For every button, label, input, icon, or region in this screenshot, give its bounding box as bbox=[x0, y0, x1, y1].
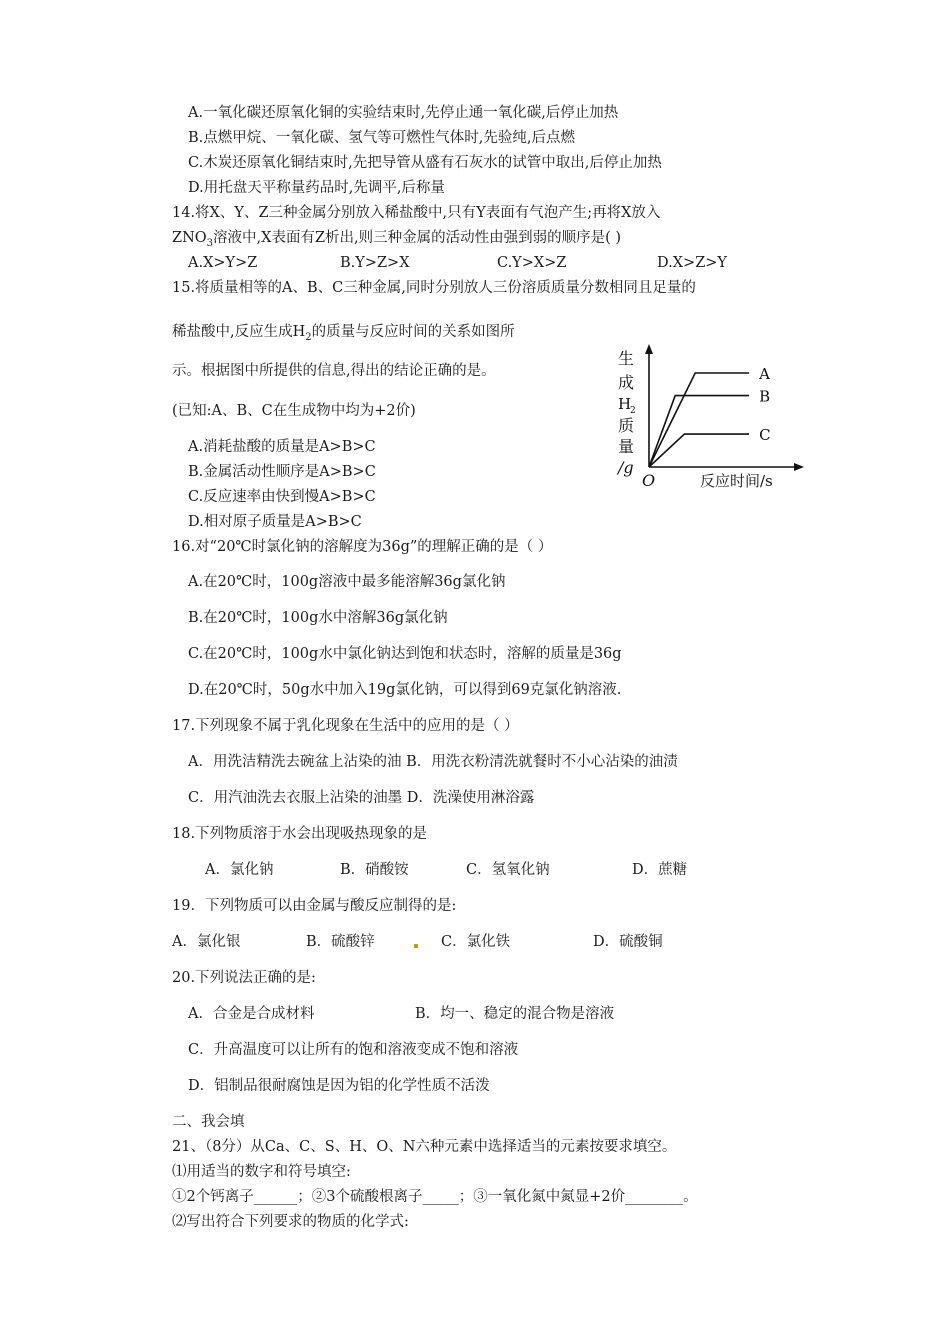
q16-option-d: D.在20℃时，50g水中加入19g氯化钠，可以得到69克氯化钠溶液. bbox=[188, 682, 622, 698]
q14-option-b: B.Y>Z>X bbox=[340, 255, 410, 271]
q14-option-d: D.X>Z>Y bbox=[657, 255, 727, 271]
q18-option-b: B．硝酸铵 bbox=[340, 862, 409, 878]
origin-label: O bbox=[642, 471, 656, 490]
q21-blanks: ①2个钙离子______；②3个硫酸根离子_____；③一氧化氮中氮显+2价________。 bbox=[172, 1189, 698, 1205]
q18-option-a: A．氯化钠 bbox=[205, 862, 274, 878]
q16-option-a: A.在20℃时，100g溶液中最多能溶解36g氯化钠 bbox=[188, 574, 506, 590]
q19-stem: 19．下列物质可以由金属与酸反应制得的是: bbox=[172, 898, 457, 914]
q19-option-c: C．氯化铁 bbox=[441, 934, 511, 950]
q19-option-a: A．氯化银 bbox=[172, 934, 241, 950]
section-2-title: 二、我会填 bbox=[172, 1114, 245, 1130]
q17-stem: 17.下列现象不属于乳化现象在生活中的应用的是（ ） bbox=[172, 718, 519, 734]
q17-options-ab: A．用洗洁精洗去碗盆上沾染的油 B．用洗衣粉清洗就餐时不小心沾染的油渍 bbox=[188, 754, 678, 770]
q20-option-b: B．均一、稳定的混合物是溶液 bbox=[415, 1006, 615, 1022]
y-label-char-3-sub: 2 bbox=[630, 406, 636, 416]
curve-b bbox=[649, 396, 749, 467]
curve-label-b: B bbox=[759, 387, 771, 406]
y-axis-arrow bbox=[645, 344, 653, 354]
curve-label-c: C bbox=[759, 426, 771, 445]
q15-option-a: A.消耗盐酸的质量是A>B>C bbox=[188, 439, 376, 455]
curve-label-group bbox=[758, 365, 770, 444]
q16-option-c: C.在20℃时，100g水中氯化钠达到饱和状态时，溶解的质量是36g bbox=[188, 646, 622, 662]
q13-option-a: A.一氧化碳还原氧化铜的实验结束时,先停止通一氧化碳,后停止加热 bbox=[188, 105, 619, 121]
x-axis-arrow bbox=[794, 463, 804, 471]
q15-option-c: C.反应速率由快到慢A>B>C bbox=[188, 489, 376, 505]
q21-part-2: ⑵写出符合下列要求的物质的化学式: bbox=[172, 1214, 409, 1230]
curve-label-a: A bbox=[759, 365, 770, 383]
q21-stem: 21、（8分）从Ca、C、S、H、O、N六种元素中选择适当的元素按要求填空。 bbox=[172, 1139, 677, 1155]
q17-options-cd: C．用汽油洗去衣服上沾染的油墨 D．洗澡使用淋浴露 bbox=[188, 790, 535, 806]
q13-option-c: C.木炭还原氧化铜结束时,先把导管从盛有石灰水的试管中取出,后停止加热 bbox=[188, 155, 662, 171]
q15-stem-line3: 示。根据图中所提供的信息,得出的结论正确的是。 bbox=[172, 363, 496, 379]
q14-option-a: A.X>Y>Z bbox=[188, 255, 258, 271]
stray-dot-mark bbox=[414, 944, 418, 948]
q15-stem-line1: 15.将质量相等的A、B、C三种金属,同时分别放人三份溶质质量分数相同且足量的 bbox=[172, 280, 696, 296]
q18-option-c: C．氢氧化钠 bbox=[466, 862, 550, 878]
curve-c bbox=[649, 434, 749, 467]
q13-option-b: B.点燃甲烷、一氧化碳、氢气等可燃性气体时,先验纯,后点燃 bbox=[188, 130, 575, 146]
curve-group bbox=[649, 373, 749, 467]
y-label-char-6: /g bbox=[618, 458, 634, 477]
q16-option-b: B.在20℃时，100g水中溶解36g氯化钠 bbox=[188, 610, 448, 626]
q18-stem: 18.下列物质溶于水会出现吸热现象的是 bbox=[172, 826, 428, 842]
q13-option-d: D.用托盘天平称量药品时,先调平,后称量 bbox=[188, 180, 445, 196]
q14-stem-line2: $ZNO_3$溶液中,X表面有Z析出,则三种金属的活动性由强到弱的顺序是( ) bbox=[172, 230, 622, 249]
q21-part-1: ⑴用适当的数字和符号填空: bbox=[172, 1164, 351, 1180]
q16-stem: 16.对“20℃时氯化钠的溶解度为36g”的理解正确的是（ ） bbox=[172, 539, 553, 555]
q15-stem-line2: 稀盐酸中,反应生成$H_2$的质量与反应时间的关系如图所 bbox=[172, 324, 515, 343]
q15-stem-line4: (已知:A、B、C在生成物中均为+2价) bbox=[172, 403, 416, 419]
q20-option-d: D．铝制品很耐腐蚀是因为铝的化学性质不活泼 bbox=[188, 1078, 490, 1094]
q15-option-b: B.金属活动性顺序是A>B>C bbox=[188, 464, 376, 480]
q14-option-c: C.Y>X>Z bbox=[497, 255, 567, 271]
q19-option-d: D．硫酸铜 bbox=[593, 934, 663, 950]
q14-stem-line1: 14.将X、Y、Z三种金属分别放入稀盐酸中,只有Y表面有气泡产生;再将X放入 bbox=[172, 205, 661, 221]
q15-option-d: D.相对原子质量是A>B>C bbox=[188, 514, 362, 530]
y-label-char-2: 成 bbox=[618, 373, 635, 392]
y-label-char-5: 量 bbox=[618, 437, 635, 456]
q20-option-a: A．合金是合成材料 bbox=[188, 1006, 315, 1022]
h2-mass-time-graph bbox=[612, 342, 812, 492]
y-label-char-3: H bbox=[618, 395, 632, 413]
y-label-char-1: 生 bbox=[618, 349, 635, 368]
y-label-char-4: 质 bbox=[618, 416, 635, 435]
q20-option-c: C．升高温度可以让所有的饱和溶液变成不饱和溶液 bbox=[188, 1042, 519, 1058]
x-axis-label: 反应时间/s bbox=[700, 472, 773, 490]
q20-stem: 20.下列说法正确的是: bbox=[172, 970, 316, 986]
q18-option-d: D．蔗糖 bbox=[632, 862, 688, 878]
q19-option-b: B．硫酸锌 bbox=[306, 934, 375, 950]
